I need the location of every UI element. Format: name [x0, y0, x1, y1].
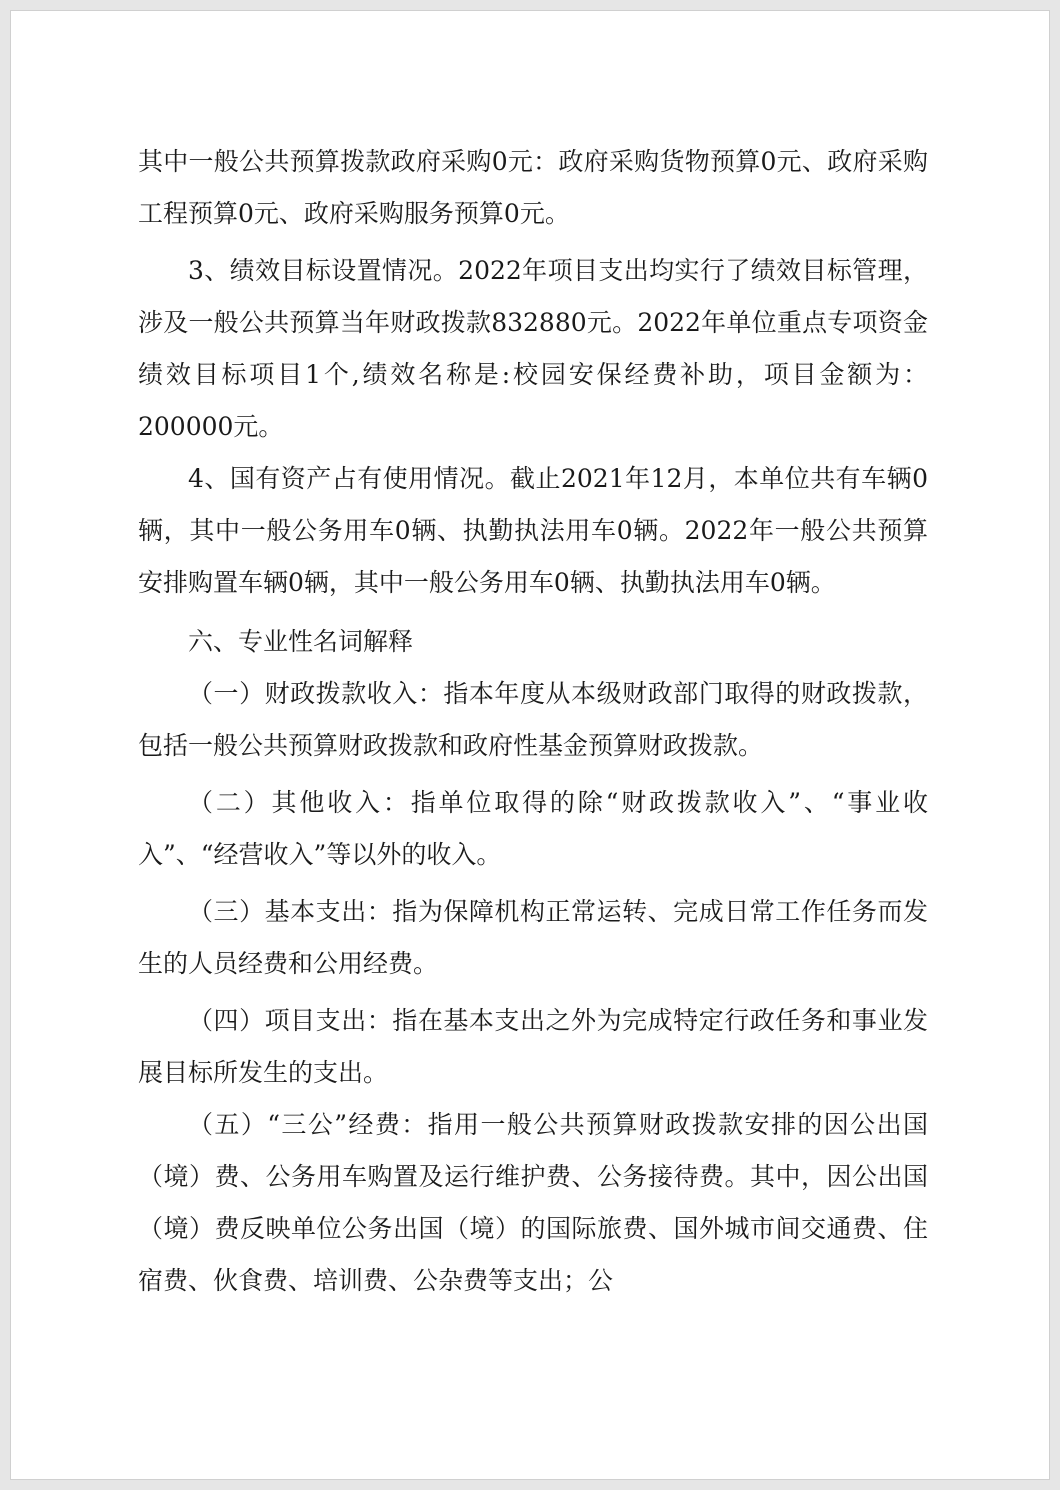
paragraph-procurement: 其中一般公共预算拨款政府采购0元：政府采购货物预算0元、政府采购工程预算0元、政府采购服务预算0元。 — [138, 147, 928, 228]
paragraph-def-fiscal-appropriation: （一）财政拨款收入：指本年度从本级财政部门取得的财政拨款，包括一般公共预算财政拨款和政府性基金预算财政拨款。 — [138, 679, 928, 760]
document-body — [138, 136, 928, 1307]
paragraph-performance-goals: 3、绩效目标设置情况。2022年项目支出均实行了绩效目标管理，涉及一般公共预算当年财政拨款832880元。2022年单位重点专项资金绩效目标项目1个,绩效名称是:校园安保经费补助，项目金额为：200000元。 — [138, 256, 928, 441]
section-heading-terms: 六、专业性名词解释 — [188, 627, 414, 656]
paragraph-def-three-public: （五）“三公”经费：指用一般公共预算财政拨款安排的因公出国（境）费、公务用车购置及运行维护费、公务接待费。其中，因公出国（境）费反映单位公务出国（境）的国际旅费、国外城市间交通费、住宿费、伙食费、培训费、公杂费等支出；公 — [138, 1110, 928, 1295]
paragraph-def-project-expenditure: （四）项目支出：指在基本支出之外为完成特定行政任务和事业发展目标所发生的支出。 — [138, 1006, 928, 1087]
paragraph-def-other-income: （二）其他收入：指单位取得的除“财政拨款收入”、“事业收入”、“经营收入”等以外的收入。 — [138, 788, 928, 869]
document-page — [10, 10, 1050, 1480]
paragraph-state-assets: 4、国有资产占有使用情况。截止2021年12月，本单位共有车辆0辆，其中一般公务用车0辆、执勤执法用车0辆。2022年一般公共预算安排购置车辆0辆，其中一般公务用车0辆、执勤执法用车0辆。 — [138, 464, 928, 597]
paragraph-def-basic-expenditure: （三）基本支出：指为保障机构正常运转、完成日常工作任务而发生的人员经费和公用经费。 — [138, 897, 928, 978]
